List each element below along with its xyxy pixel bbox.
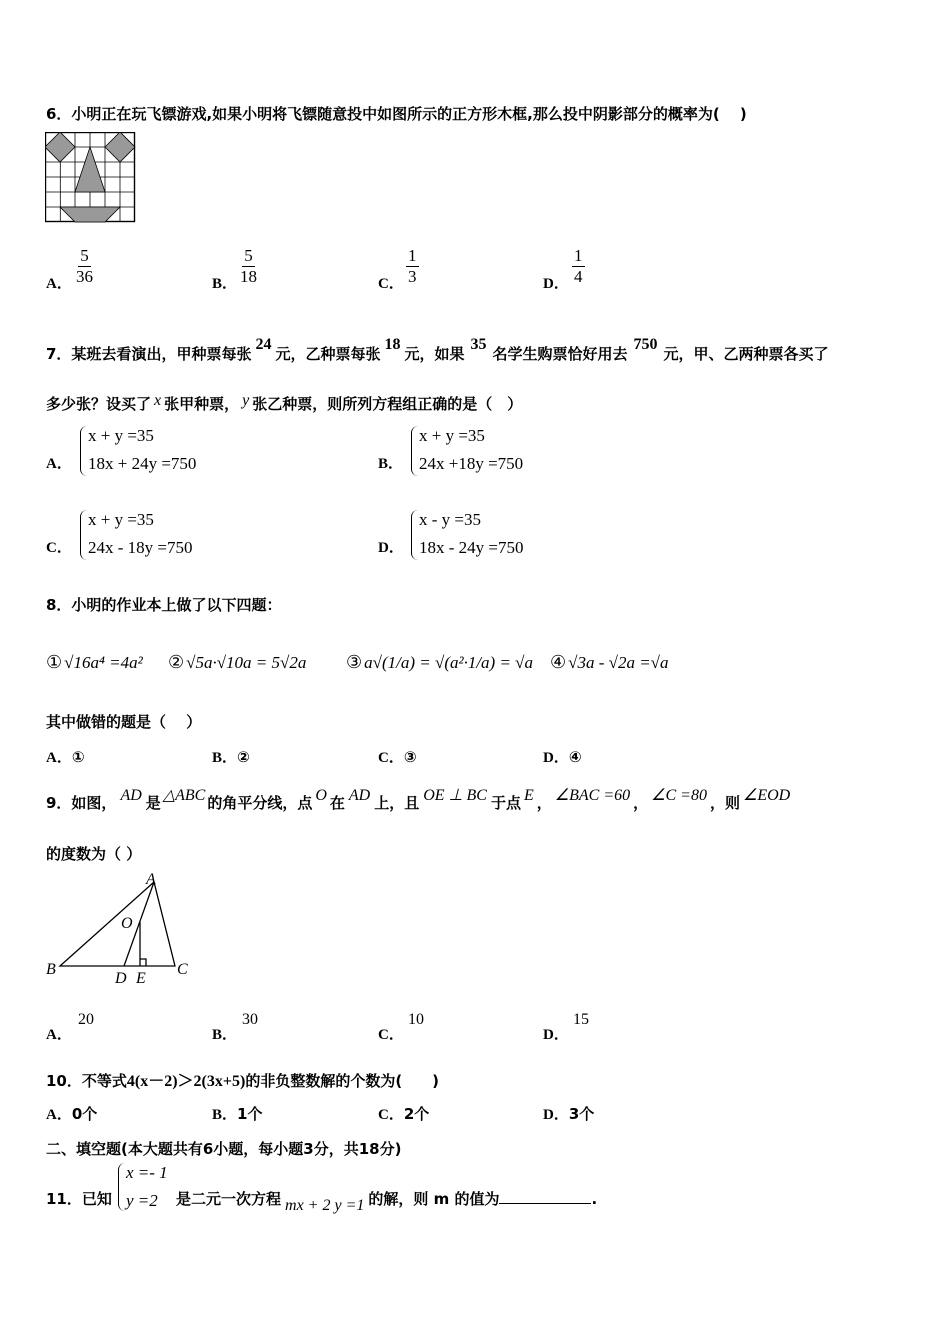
q8-item-4: ④ √3a - √2a =√a bbox=[550, 652, 669, 673]
q8-item-2: ② √5a·√10a = 5√2a bbox=[168, 652, 307, 673]
q11-label: 11．已知 bbox=[46, 1190, 112, 1208]
q6-option-b-fraction: $\frac{5}{18}$ bbox=[240, 246, 257, 286]
q7-option-c[interactable]: C． bbox=[46, 540, 72, 556]
section-2-heading: 二、填空题(本大题共有6小题，每小题3分，共18分) bbox=[46, 1140, 402, 1158]
q6-option-c-fraction: $\frac{1}{3}$ bbox=[408, 246, 417, 286]
q7-option-a-brace bbox=[80, 426, 87, 476]
q7-option-c-brace bbox=[80, 510, 87, 560]
q7-option-b-eq2: 24x +18y =750 bbox=[419, 454, 524, 473]
q10-option-d[interactable]: D．3个 bbox=[543, 1105, 595, 1123]
q8-wrong-question: 其中做错的题是（ ） bbox=[46, 713, 202, 731]
q11-brace bbox=[118, 1163, 125, 1211]
q7-option-c-eq2: 24x - 18y =750 bbox=[88, 538, 193, 557]
q7-option-d-brace bbox=[411, 510, 418, 560]
q9-option-a-value: 20 bbox=[78, 1011, 94, 1028]
q9-triangle-figure bbox=[42, 870, 202, 992]
q8-item-1: ① √16a⁴ =4a² bbox=[46, 652, 143, 673]
q8-option-c[interactable]: C．③ bbox=[378, 748, 417, 766]
q9-option-b-value: 30 bbox=[242, 1011, 258, 1028]
q9-label-a: A bbox=[146, 871, 156, 888]
q9-stem-line2: 的度数为（ ） bbox=[46, 845, 142, 863]
q6-option-d[interactable]: D． bbox=[543, 276, 569, 292]
q7-option-d[interactable]: D． bbox=[378, 540, 404, 556]
q9-label-d: D bbox=[115, 970, 127, 987]
q6-option-a-fraction: $\frac{5}{36}$ bbox=[76, 246, 93, 286]
q9-label-e: E bbox=[136, 970, 146, 987]
q9-option-b[interactable]: B． bbox=[212, 1027, 238, 1043]
q10-option-b[interactable]: B．1个 bbox=[212, 1105, 263, 1123]
q11-eq2: y =2 bbox=[126, 1191, 158, 1210]
q7-stem-line1: 7．某班去看演出，甲种票每张24元，乙种票每张18元，如果35名学生购票恰好用去750元，甲、乙两种票各买了 bbox=[46, 336, 829, 363]
q9-option-c[interactable]: C． bbox=[378, 1027, 404, 1043]
q9-label-o: O bbox=[121, 915, 133, 932]
q10-option-c[interactable]: C．2个 bbox=[378, 1105, 430, 1123]
q6-option-a[interactable]: A． bbox=[46, 276, 72, 292]
q10-option-a[interactable]: A．0个 bbox=[46, 1105, 98, 1123]
q6-option-c[interactable]: C． bbox=[378, 276, 404, 292]
q11-eq1: x =- 1 bbox=[126, 1163, 168, 1182]
q7-stem-line2: 多少张？设买了 x 张甲种票， y 张乙种票，则所列方程组正确的是（ ） bbox=[46, 392, 523, 413]
q8-stem: 8．小明的作业本上做了以下四题： bbox=[46, 596, 282, 614]
q6-option-b[interactable]: B． bbox=[212, 276, 238, 292]
q6-stem: 6．小明正在玩飞镖游戏,如果小明将飞镖随意投中如图所示的正方形木框,那么投中阴影部分的概率为( ) bbox=[46, 105, 747, 123]
q6-option-d-fraction: $\frac{1}{4}$ bbox=[574, 246, 583, 286]
q8-option-b[interactable]: B．② bbox=[212, 748, 250, 766]
q7-option-a-eq2: 18x + 24y =750 bbox=[88, 454, 197, 473]
q9-option-c-value: 10 bbox=[408, 1011, 424, 1028]
q7-option-d-eq2: 18x - 24y =750 bbox=[419, 538, 524, 557]
q9-label-b: B bbox=[46, 961, 56, 978]
q7-option-a[interactable]: A． bbox=[46, 456, 72, 472]
q7-option-b-brace bbox=[411, 426, 418, 476]
q9-label-c: C bbox=[177, 961, 188, 978]
q11-stem: 是二元一次方程 mx + 2 y =1 的解，则 m 的值为 . bbox=[176, 1190, 598, 1214]
q7-option-d-eq1: x - y =35 bbox=[419, 510, 481, 529]
q7-option-c-eq1: x + y =35 bbox=[88, 510, 154, 529]
q8-option-d[interactable]: D．④ bbox=[543, 748, 582, 766]
q6-dartboard-figure bbox=[45, 132, 136, 224]
q10-stem: 10．不等式4(x－2)＞2(3x+5)的非负整数解的个数为( ) bbox=[46, 1072, 440, 1090]
q9-option-d[interactable]: D． bbox=[543, 1027, 569, 1043]
q7-option-b-eq1: x + y =35 bbox=[419, 426, 485, 445]
q8-option-a[interactable]: A．① bbox=[46, 748, 85, 766]
q7-option-b[interactable]: B． bbox=[378, 456, 404, 472]
q8-item-3: ③ a√(1/a) = √(a²·1/a) = √a bbox=[346, 652, 534, 673]
q11-answer-blank[interactable] bbox=[499, 1189, 591, 1204]
q9-option-a[interactable]: A． bbox=[46, 1027, 72, 1043]
q9-option-d-value: 15 bbox=[573, 1011, 589, 1028]
q9-stem-line1: 9．如图， AD 是 △ABC 的角平分线，点 O 在 AD 上，且 OE ⊥ BC 于点 E ， ∠BAC =60 ， ∠C =80 ，则 ∠EOD bbox=[46, 787, 791, 812]
q7-option-a-eq1: x + y =35 bbox=[88, 426, 154, 445]
